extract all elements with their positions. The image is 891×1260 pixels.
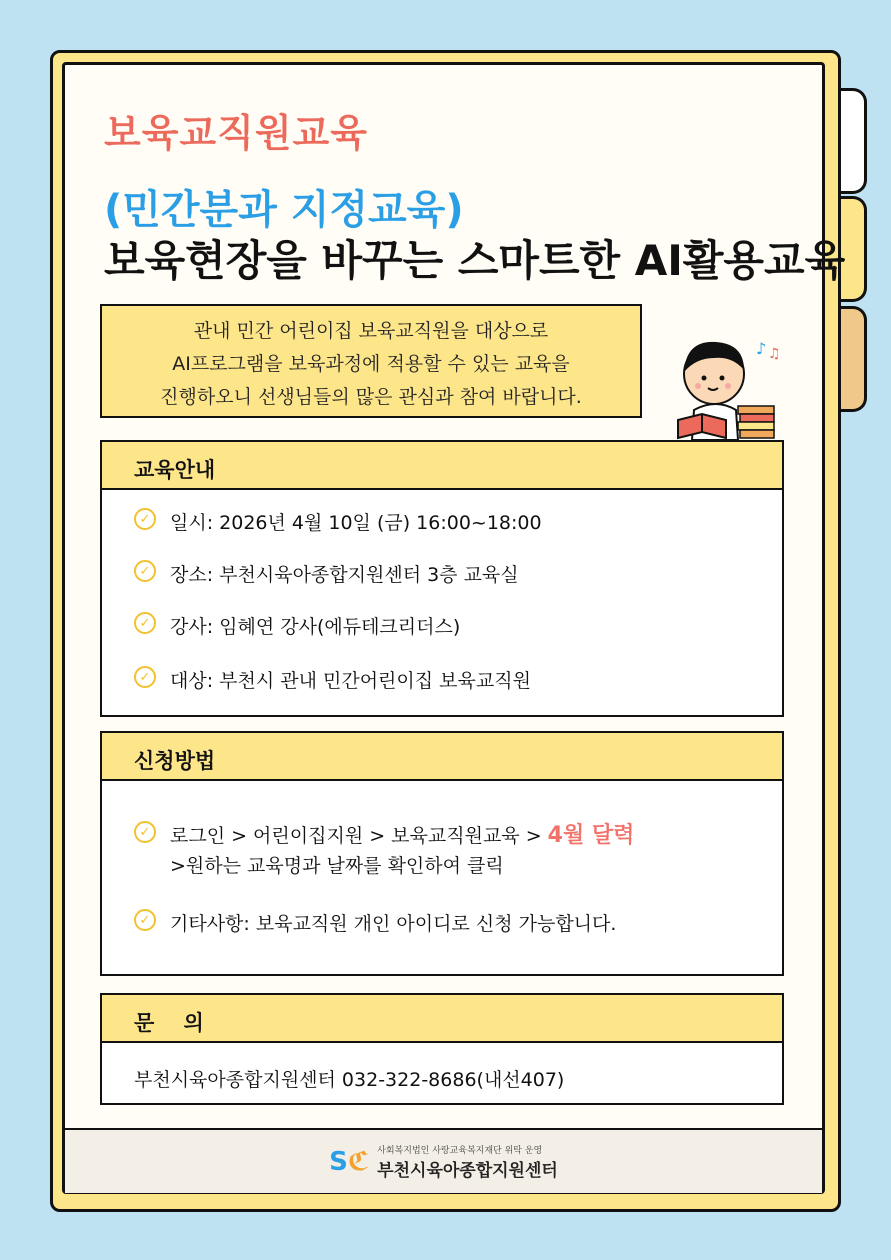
check-circle-icon: ✓ xyxy=(134,508,156,530)
category-title: 보육교직원교육 xyxy=(104,111,368,155)
info-item-text: 강사: 임혜연 강사(에듀테크리더스) xyxy=(170,616,461,638)
info-item-text: 일시: 2026년 4월 10일 (금) 16:00~18:00 xyxy=(170,512,542,534)
education-info-section xyxy=(100,440,784,717)
section-heading: 신청방법 xyxy=(102,733,782,781)
info-item-instructor xyxy=(134,612,460,642)
center-logo-icon: Sℭ xyxy=(329,1146,370,1177)
section-heading: 문 의 xyxy=(102,995,782,1043)
info-item-place xyxy=(134,560,519,590)
inquiry-section xyxy=(100,993,784,1105)
page-title: 보육현장을 바꾸는 스마트한 AI활용교육 xyxy=(104,236,846,285)
footer-org-name: 부천시육아종합지원센터 xyxy=(377,1160,558,1181)
reading-child-illustration xyxy=(666,328,786,442)
intro-line: AI프로그램을 보육과정에 적용할 수 있는 교육을 xyxy=(172,353,570,375)
info-item-text: 장소: 부천시육아종합지원센터 3층 교육실 xyxy=(170,564,519,586)
subtitle: (민간분과 지정교육) xyxy=(104,187,464,233)
apply-path-text: 로그인 > 어린이집지원 > 보육교직원교육 > xyxy=(170,825,548,847)
footer-org-note: 사회복지법인 사랑교육복지재단 위탁 운영 xyxy=(377,1145,543,1156)
apply-path-line2: >원하는 교육명과 날짜를 확인하여 클릭 xyxy=(170,855,504,877)
svg-text:♫: ♫ xyxy=(768,346,781,362)
apply-item-note xyxy=(134,909,616,939)
apply-path-highlight: 4월 달력 xyxy=(547,823,635,848)
intro-line: 진행하오니 선생님들의 많은 관심과 참여 바랍니다. xyxy=(160,386,582,408)
footer xyxy=(65,1128,822,1193)
info-item-target xyxy=(134,666,531,696)
section-heading: 교육안내 xyxy=(102,442,782,490)
check-circle-icon: ✓ xyxy=(134,560,156,582)
apply-note-text: 기타사항: 보육교직원 개인 아이디로 신청 가능합니다. xyxy=(170,913,617,935)
check-circle-icon: ✓ xyxy=(134,666,156,688)
intro-line: 관내 민간 어린이집 보육교직원을 대상으로 xyxy=(193,320,549,342)
info-item-text: 대상: 부천시 관내 민간어린이집 보육교직원 xyxy=(170,670,531,692)
check-circle-icon: ✓ xyxy=(134,821,156,843)
svg-text:♪: ♪ xyxy=(756,339,767,358)
check-circle-icon: ✓ xyxy=(134,612,156,634)
check-circle-icon: ✓ xyxy=(134,909,156,931)
application-method-section xyxy=(100,731,784,976)
contact-text: 부천시육아종합지원센터 032-322-8686(내선407) xyxy=(134,1069,565,1091)
intro-box xyxy=(100,304,642,418)
apply-item-path xyxy=(134,821,634,881)
info-item-date xyxy=(134,508,542,538)
